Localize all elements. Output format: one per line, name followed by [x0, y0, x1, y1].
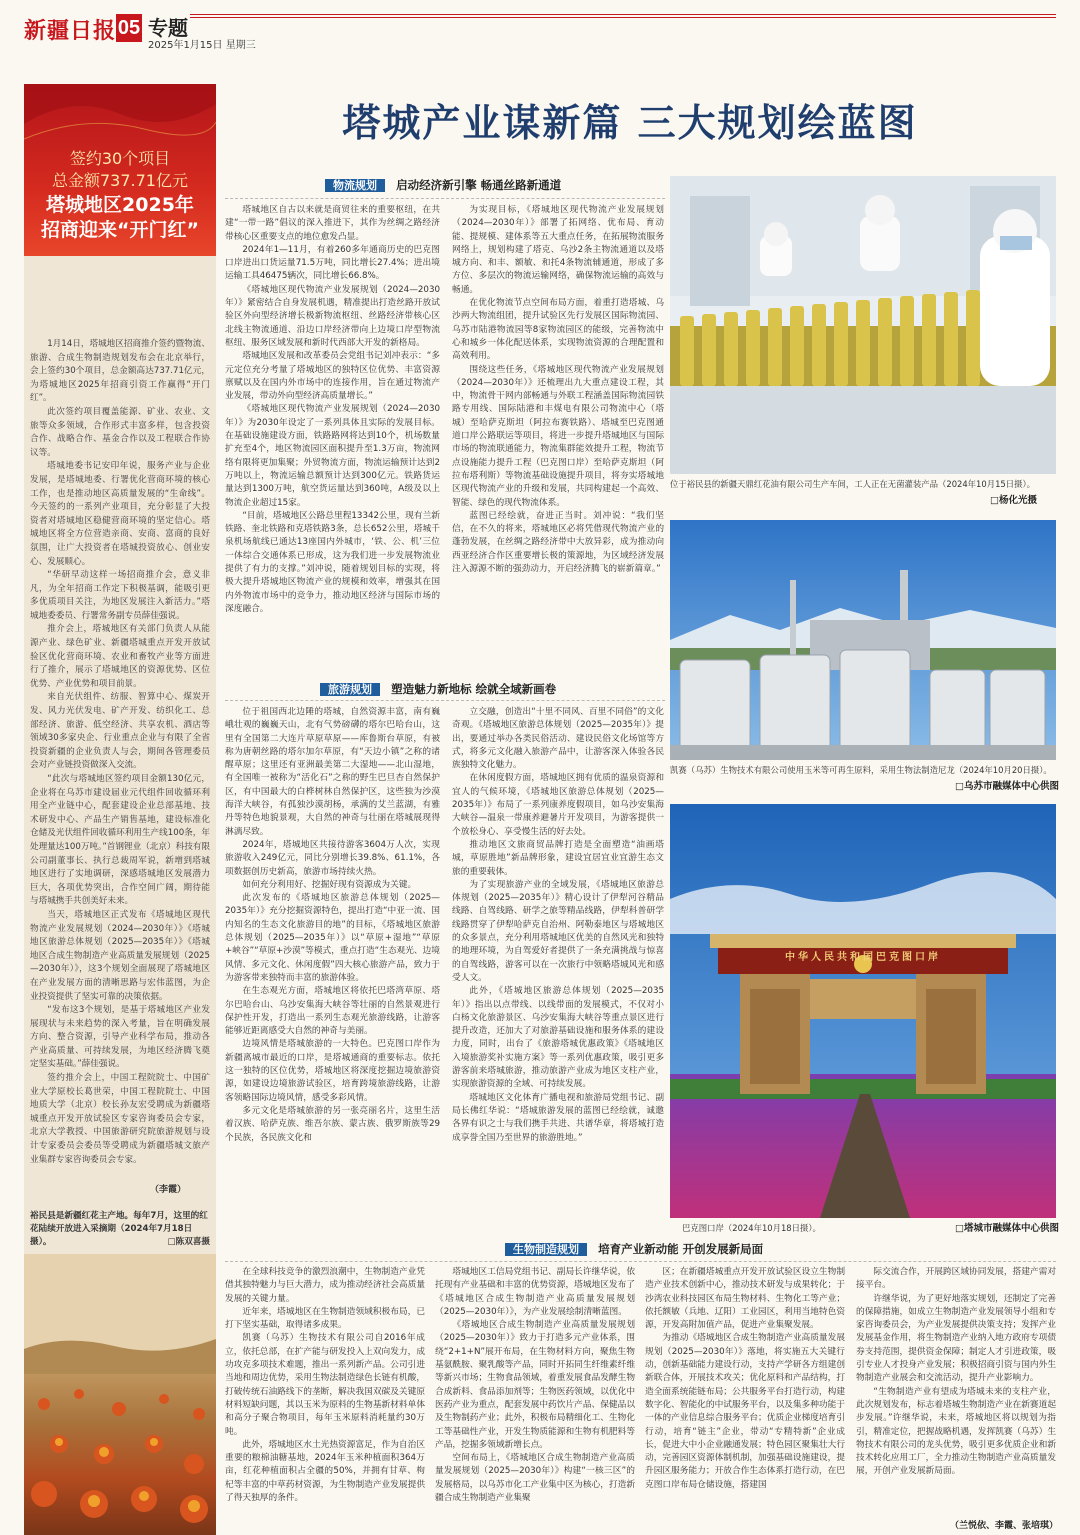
page-headline: 塔城产业谋新篇 三大规划绘蓝图 — [342, 101, 918, 145]
paragraph: 区；在新疆塔城重点开发开放试验区设立生物制造产业技术创新中心，推动技术研发与成果转化；于沙湾农业科技园区布局生物材料、生物化工等产业；依托额敏（兵地、辽阳）工业园区，利用当地特色资源，开发高附加值产品，促进产业集聚发展。 — [645, 1267, 845, 1331]
industrial-plant-photo — [670, 520, 1056, 760]
sidebar-photo-caption — [30, 1210, 210, 1249]
safflower-photo — [24, 1254, 216, 1535]
newspaper-logo: 新疆日报 — [24, 18, 117, 44]
sidebar-banner-subtitle — [24, 148, 216, 192]
paragraph: 在休闲度假方面，塔城地区拥有优质的温泉资源和宜人的气候环境，《塔城地区旅游总体规划（2025—2035年）》布局了一系列康养度假项目，如乌沙安集海大峡谷—温泉一带康养避暑片开发项目，为游客提供一个放松身心、享受慢生活的好去处。 — [452, 773, 664, 837]
paragraph: 为了实现旅游产业的全域发展，《塔城地区旅游总体规划（2025—2035年）》精心设计了伊犁河谷精品线路、自驾线路、研学之旅等精品线路，伊犁科普研学线路贯穿了伊犁哈萨克自治州、阿勒泰地区与塔城地区的众多景点，充分利用塔城地区优美的自然风光和独特的地理环境，为自驾爱好者提供了一条充满挑战与惊喜的自驾线路，游客可以在一次旅行中领略塔城风光和感受人文。 — [452, 879, 664, 983]
paragraph: 推动地区文旅商贸品牌打造是全面塑造“油画塔城，草原胜地”新品牌形象，建设宜居宜业宜游生态文旅的重要载体。 — [452, 839, 664, 877]
caption-text: 位于裕民县的新疆天鼎红花油有限公司生产车间，工人正在无菌灌装产品（2024年10月15日摄）。 — [670, 479, 1036, 489]
tourism-column-1 — [225, 706, 440, 1202]
page-number: 05 — [116, 14, 142, 42]
divider — [225, 198, 665, 199]
paragraph: 塔城地委书记安印年说，服务产业与企业发展，是塔城地委、行署优化营商环境的核心工作，也是推动地区高质量发展的“生命线”。今天签约的一系列产业项目，充分彰显了大投资者对塔城地区稳健营商环境的坚定信心。塔城地区将全方位营造亲商、安商、富商的良好氛围，让广大投资者在塔城投资放心、创业安心、发展顺心。 — [30, 461, 210, 567]
gate-photo-caption: 巴克图口岸（2024年10月18日摄）。 — [682, 1223, 821, 1233]
paragraph: “生物制造产业有望成为塔城未来的支柱产业，此次规划发布，标志着塔城生物制造产业在新赛道起步发展。”许继华说，未来，塔城地区将以规划为指引，精准定位，把握战略机遇，发挥凯赛（乌苏）生物技术有限公司的龙头优势，吸引更多优质企业和新技术转化应用工厂，全力推动生物制造产业高质量发展，开创产业发展新局面。 — [856, 1386, 1056, 1477]
paragraph: 《塔城地区现代物流产业发展规划（2024—2030年）》紧密结合自身发展机遇，精准提出打造丝路开放试验区外向型经济增长极新物流枢纽、丝路经济带核心区北线主物流通道、沿边口岸经济带向上边境口岸型物流枢纽、服务区域发展和新时代西部大开发的新格局。 — [225, 284, 440, 348]
tourism-subtitle: 塑造魅力新地标 绘就全域新画卷 — [391, 682, 557, 696]
issue-date: 2025年1月15日 星期三 — [148, 40, 256, 51]
paragraph: 塔城地区自古以来就是商贸往来的重要枢纽，在共建“一带一路”倡议的深入推进下，其作为丝绸之路经济带核心区重要支点的地位愈发凸显。 — [225, 205, 440, 242]
bio-byline: （兰悦依、李霞、张培琪） — [950, 1521, 1059, 1531]
bio-column-4 — [856, 1266, 1056, 1516]
paragraph: 围绕这些任务，《塔城地区现代物流产业发展规划（2024—2030年）》还梳理出九大重点建设工程，其中，物流骨干网内部畅通与外联工程涵盖国际物流园铁路专用线、国际陆港和丰煤电有限公司物流中心（塔城）至哈萨克斯坦（阿拉布赛铁路）、塔城至巴克图通道口岸公路联运等项目，将进一步提升塔城地区与国际市场的物流联通能力，物流集群能效提升工程，物流节点设施能力提升工程（巴克图口岸）至哈萨克斯坦（阿拉布塔利斯）等物流基础设施提升项目，将夯实塔城地区现代物流产业的升级和发展，共同构建起一个高效、智能、绿色的现代物流体系。 — [452, 364, 664, 508]
paragraph: 边境风情是塔城旅游的一大特色。巴克图口岸作为新疆离城市最近的口岸，是塔城通商的重要标志。依托这一独特的区位优势，塔城地区将深度挖掘边境旅游资源，如建设边境旅游试验区，培育跨境旅游线路，让游客领略国际边境风情，感受多彩风情。 — [225, 1039, 440, 1103]
logistics-tag: 物流规划 — [325, 179, 385, 192]
paragraph: 凯赛（乌苏）生物技术有限公司自2016年成立，依托总部，在扩产能与研发投入上双向发力，成功攻克多项技术难题，推出一系列新产品。公司引进当地和周边优势，采用生物法制造绿色长链有机酸，打破传统石油路线下的垄断，解决我国双碳及关键原材料短缺问题，其以玉米为原料的生物基新材料单体和高分子聚合物项目，每年玉米原料消耗量约30万吨。 — [225, 1333, 425, 1437]
logistics-column-2 — [452, 204, 664, 649]
masthead-rule-2 — [190, 17, 1056, 18]
paragraph: 此外，《塔城地区旅游总体规划（2025—2035年）》指出以点带线、以线带面的发展模式，不仅对小白杨文化旅游景区、乌沙安集海大峡谷等重点景区进行提升改造，还加大了对旅游基础设施和服务体系的建设力度，同时，出台了《旅游塔城优惠政策》《塔城地区入境旅游奖补实施方案》等一系列优惠政策，吸引更多游客前来塔城旅游，推动旅游产业成为地区支柱产业，实现旅游资源的全域、可持续发展。 — [452, 986, 664, 1090]
factory-photo-credit: □杨化光摄 — [990, 495, 1037, 506]
paragraph: 在优化物流节点空间布局方面，着重打造塔城、乌沙两大物流组团，提升试验区先行发展区国际物流园、乌苏市陆港物流园等8家物流园区的能级，完善物流中心和城乡一体化配送体系，实现物流资源的合理配置和高效利用。 — [452, 298, 664, 362]
paragraph: 此外，塔城地区水土光热资源富足，作为自治区重要的粮棉油糖基地，2024年玉米种植面积364万亩，红花种植面积占全疆的50%，并拥有甘草、枸杞等丰富的中草药材资源，为生物制造产业发展提供了得天独厚的条件。 — [225, 1439, 425, 1504]
factory-photo — [670, 176, 1056, 474]
paragraph: 此次签约项目覆盖能源、矿业、农业、文旅等众多领域，合作形式丰富多样，包含投资合作、战略合作、基金合作以及工程联合作协议等。 — [30, 406, 210, 458]
tourism-header — [320, 678, 556, 699]
paragraph: 塔城地区文化体育广播电视和旅游局党组书记、副局长佛红华说：“塔城旅游发展的蓝图已经绘就，诚邀各界有识之士与我们携手共进、共谱华章，将塔城打造成享誉全国乃至世界的旅游胜地。” — [452, 1092, 664, 1143]
paragraph: 如何充分利用好、挖掘好现有资源成为关键。 — [242, 879, 417, 890]
bio-column-1 — [225, 1266, 425, 1530]
bio-column-3 — [645, 1266, 845, 1530]
paragraph: 近年来，塔城地区在生物制造领域积极布局，已打下坚实基础，取得诸多成果。 — [225, 1306, 425, 1331]
photo-credit: □陈双喜摄 — [167, 1237, 210, 1247]
banner-title-line-1: 塔城地区2025年 — [46, 194, 194, 216]
bio-column-2 — [435, 1266, 635, 1530]
sidebar-author: （李霞） — [150, 1185, 187, 1195]
section-name: 专题 — [148, 16, 188, 40]
paragraph: 立交融，创造出“十里不同风、百里不同俗”的文化奇观。《塔城地区旅游总体规划（2025—2035年）》提出，要通过举办各类民俗活动、建设民俗文化场馆等方式，将多元文化融入旅游产品中，让游客深入体验各民族独特文化魅力。 — [452, 707, 664, 771]
paragraph: 蓝图已经绘就，奋进正当时。刘冲说：“我们坚信，在不久的将来，塔城地区必将凭借现代物流产业的蓬勃发展，在丝绸之路经济带中大放异彩，成为推动向西亚经济合作区重要增长极的策源地，为区域经济发展注入源源不断的强劲动力，开启经济腾飞的崭新篇章。” — [452, 510, 664, 575]
paragraph: “目前，塔城地区公路总里程13342公里，现有兰新铁路、奎北铁路和克塔铁路3条，总长652公里，塔城千泉机场航线已通达13座国内外城市，‘铁、公、机’三位一体综合交通体系已形成，这为我们进一步发展物流业提供了有力的支撑。”刘冲说，随着规划目标的实现，将极大提升塔城地区物流产业的规模和效率，增强其在国内外物流市场中的竞争力，推动地区经济与国际市场的深度融合。 — [225, 510, 440, 614]
banner-line-1: 签约30个项目 — [69, 149, 171, 168]
logistics-column-1 — [225, 204, 440, 649]
paragraph: “发布这3个规划，是基于塔城地区产业发展现状与未来趋势的深入考量，旨在明确发展方向、整合资源，引导产业科学布局，推动各产业高质量、可持续发展，为地区经济腾飞奠定坚实基础。”薛佳强说。 — [30, 1005, 210, 1070]
bio-header — [505, 1238, 763, 1259]
factory-photo-caption — [670, 478, 1056, 491]
gate-sign: 中华人民共和国巴克图口岸 — [785, 952, 941, 963]
paragraph: 1月14日，塔城地区招商推介签约暨物流、旅游、合成生物制造规划发布会在北京举行，会上签约30个项目，总金额高达737.71亿元，为塔城地区2025年招商引资工作赢得“开门红”。 — [30, 339, 210, 404]
paragraph: “此次与塔城地区签约项目金额130亿元，企业将在乌苏市建设届业元代组件回收循环利用全产业链中心，配套建设企业总部基地、技术研发中心、产品生产销售基地，建设标准化仓储及光伏组件回收循环利用生产线100条，年处理量达100万吨。”首钢锂业（北京）科技有限公司副董事长、执行总裁周军说，新增到塔城地区进行了实地调研，深感塔城地区发展潜力巨大，各项优势突出，合作空间广阔，期待能与塔城携手共创美好未来。 — [30, 774, 210, 907]
paragraph: 空间布局上，《塔城地区合成生物制造产业高质量发展规划（2025—2030年）》构建“一核三区”的发展格局，以乌苏市化工产业集中区为核心，打造新疆合成生物制造产业集聚 — [435, 1453, 635, 1504]
paragraph: 为实现目标，《塔城地区现代物流产业发展规划（2024—2030年）》部署了拓网络、优布局、育动能、提规模、建体系等五大重点任务，在拓展物流服务网络上，规划构建了塔克、乌沙2条主物流通道以及塔城方向、和丰、额敏、和托4条物流辅通道，形成了多方位、多层次的物流运输网络，确保物流运输的高效与畅通。 — [452, 205, 664, 295]
divider — [225, 1261, 1056, 1262]
paragraph: 签约推介会上，中国工程院院士、中国矿业大学原校长葛世荣，中国工程院院士、中国地质大学（北京）校长孙友宏受聘成为新疆塔城重点开发开放试验区专家咨询委员会专家，北京大学教授、中国旅游研究院旅游规划与设计专家委员会委员等受聘成为新疆塔城文旅产业集群专家咨询委员会专家。 — [30, 1073, 210, 1165]
tourism-column-2 — [452, 706, 664, 1202]
banner-ornament — [24, 84, 216, 144]
port-gate-photo — [670, 804, 1056, 1218]
caption-text: 裕民县是新疆红花主产地。每年7月，这里的红花陆续开放进入采摘期（2024年7月18日摄）。 — [30, 1211, 208, 1247]
paragraph: 位于祖国西北边陲的塔城，自然资源丰富，南有巍峨壮观的巍巍天山，北有气势磅礴的塔尔巴哈台山，这里有全国第二大连片草原草原——库鲁斯台草原，有被称为唐朝丝路的塔尔加尔草原，有“天边小镇”之称的诸醒草原；这里还有亚洲最美第二大湿地——北山湿地，有全国唯一被称为“活化石”之称的野生巴旦杏自然保护区，有中国最大的白桦树林自然保护区，这些独为沙漠海洋大峡谷，有孤独沙漠胡杨，承满的艾兰蓝湖，有雅丹等特色地貌景观，大自然的神奇与壮丽在塔城展现得淋漓尽致。 — [225, 707, 440, 837]
gate-photo-credit: □塔城市融媒体中心供图 — [955, 1223, 1059, 1234]
banner-line-2: 总金额737.71亿元 — [52, 171, 188, 190]
caption-text: 凯赛（乌苏）生物技术有限公司使用玉米等可再生原料，采用生物法制造尼龙（2024年10月20日摄）。 — [670, 765, 1052, 775]
paragraph: 《塔城地区合成生物制造产业高质量发展规划（2025—2030年）》致力于打造多元产业体系，围绕“2+1+N”展开布局，在生物材料方向，聚焦生物基氨酰胺、聚乳酸等产品，同时开拓同生纤维素纤维等新兴市场；生物食品领域，着重发展食品发酵生物合成新料、食品添加剂等；生物医药领域，以优化中医药产业为重点，配套发展中药饮片产品、保健品以及生物制药产业；此外，积极布局精细化工、生物化工等基础性产业，开发生物质能源和生物有机肥料等产品，挖掘多领域新增长点。 — [435, 1320, 635, 1450]
paragraph: 此次发布的《塔城地区旅游总体规划（2025—2035年）》充分挖掘资源特色，提出打造“中亚一流、国内知名的生态文化旅游目的地”的目标，《塔城地区旅游总体规划（2025—2035年）》以“草原+湿地”“草原+峡谷”“草原+沙漠”等模式，重点打造“生态观光、边境风情、多元文化、休闲度假”四大核心旅游产品，致力于为游客带来独特而丰富的旅游体验。 — [225, 893, 440, 983]
banner-title-line-2: 招商迎来“开门红” — [41, 219, 199, 241]
paragraph: 际交流合作，开展跨区域协同发展，搭建产需对接平台。 — [856, 1267, 1056, 1291]
paragraph: 为推动《塔城地区合成生物制造产业高质量发展规划（2025—2030年）》落地，将实施五大关键行动，创新基础能力建设行动，支持产学研各方组建创新联合体，开展技术攻关；优化原料和产品结构，打造全面系统能链布局；公共服务平台打造行动，构建数字化、智能化的中试服务平台，以及集多种功能于一体的产业信息综合服务平台；优质企业梯度培育引行动，培育“链主”企业，带动“专精特新”企业成长，促进大中小企业融通发展；特色园区聚集壮大行动，完善园区资源体制机制，加强基础设施建设，提升园区服务能力；开放合作生态体系打造行动，在巴克图口岸布局仓储设施，搭建国 — [645, 1333, 845, 1490]
paragraph: 塔城地区工信局党组书记、副局长许继华说，依托现有产业基础和丰富的优势资源，塔城地区发布了《塔城地区合成生物制造产业高质量发展规划（2025—2030年）》，为产业发展绘制清晰蓝图。 — [435, 1267, 635, 1317]
logistics-subtitle: 启动经济新引擎 畅通丝路新通道 — [396, 178, 562, 192]
paragraph: 在全球科技竞争的激烈浪潮中，生物制造产业凭借其独特魅力与巨大潜力，成为推动经济社会高质量发展的关键力量。 — [225, 1267, 425, 1304]
sidebar-banner-title — [24, 193, 216, 243]
bio-tag: 生物制造规划 — [505, 1243, 587, 1256]
paragraph: 塔城地区发展和改革委员会党组书记刘冲表示：“多元定位充分考量了塔城地区的独特区位优势、丰富资源禀赋以及在国内外市场中的连接作用，旨在通过物流产业发展，带动外向型经济高质量增长。” — [225, 351, 440, 402]
paragraph: 当天，塔城地区正式发布《塔城地区现代物流产业发展规划（2024—2030年）》《塔城地区旅游总体规划（2025—2035年）》《塔城地区合成生物制造产业高质量发展规划（2025—2030年）》，这3个规划全面展现了塔城地区在产业发展方面的清晰思路与宏伟蓝图，为企业投资提供了坚实可靠的决策依据。 — [30, 909, 210, 1002]
paragraph: 2024年，塔城地区共接待游客3604万人次，实现旅游收入249亿元，同比分别增长39.8%、61.1%，各项数据创历史新高，旅游市场持续火热。 — [225, 839, 440, 877]
plant-photo-credit: □乌苏市融媒体中心供图 — [955, 781, 1059, 792]
tourism-tag: 旅游规划 — [320, 683, 380, 696]
divider — [225, 700, 665, 701]
masthead-rule — [190, 14, 1056, 15]
paragraph: 许继华说，为了更好地落实规划，还制定了完善的保障措施，如成立生物制造产业发展领导小组和专家咨询委员会，为产业发展提供决策支持；发挥产业发展基金作用，将生物制造产业纳入地方政府专项债券支持范围，提供资金保障；制定人才引进政策，吸引专业人才投身产业发展；积极招商引资与国内外生物制造产业展会和交流活动，提升产业影响力。 — [856, 1293, 1056, 1384]
paragraph: 来自光伏组件、纺服、智算中心、煤炭开发、风力光伏发电、矿产开发、纺织化工、总部经济、旅游、低空经济、共享农机、酒店等领域30多家央企、行业重点企业与有限了全省投资新疆的企业负责人与会，期间各管理委员会对产业链投资做深入交流。 — [30, 692, 210, 771]
paragraph: 多元文化是塔城旅游的另一张亮丽名片，这里生活着汉族、哈萨克族、维吾尔族、蒙古族、俄罗斯族等29个民族，各民族文化和 — [225, 1105, 440, 1143]
paragraph: 在生态观光方面，塔城地区将依托巴塔湾草原、塔尔巴哈台山、乌沙安集海大峡谷等壮丽的自然景观进行保护性开发，打造出一系列生态观光旅游线路，让游客能够近距离感受大自然的神奇与美丽。 — [225, 986, 440, 1037]
bio-subtitle: 培育产业新动能 开创发展新局面 — [598, 1242, 764, 1256]
paragraph: 2024年1—11月，有着260多年通商历史的巴克图口岸进出口货运量71.5万吨，同比增长27.4%；进出境运输工具46475辆次，同比增长66.8%。 — [225, 244, 440, 282]
paragraph: 《塔城地区现代物流产业发展规划（2024—2030年）》为2030年设定了一系列具体且实际的发展目标。在基础设施建设方面，铁路路网将达到10个，机场数量扩充至4个，地区物流园区面积提升至1.3万亩，物流网络有限将更加集聚；外贸物流方面，物流运输预计达到2万吨以上，物流运输总额预计达到300亿元。铁路货运量达到1300万吨，航空货运量达到360吨，A级及以上物流企业超过15家。 — [225, 404, 440, 508]
masthead — [24, 14, 1056, 52]
paragraph: “华研早动这样一场招商推介会，意义非凡，为全年招商工作定下积极基调，能吸引更多优质项目关注，为地区发展注入新活力。”塔城地委委员、行署常务副专员薛佳强说。 — [30, 570, 210, 621]
plant-photo-caption — [670, 764, 1056, 777]
paragraph: 推介会上，塔城地区有关部门负责人从能源产业、绿色矿业、新疆塔城重点开发开放试验区优化营商环境、农业和畜牧产业等方面进行了推介，展示了塔城地区的资源优势、区位优势、产业优势和项目前景。 — [30, 624, 210, 689]
logistics-header — [325, 174, 561, 195]
